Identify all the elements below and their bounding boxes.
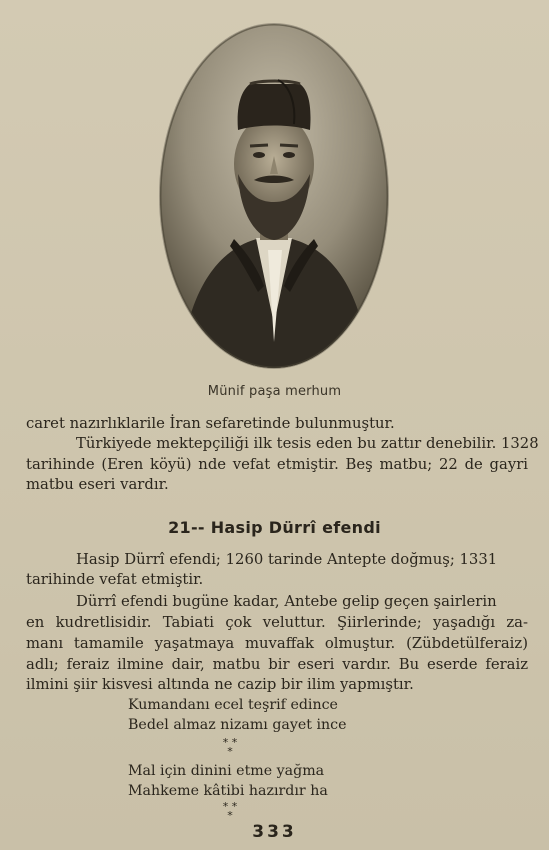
paragraph-line: en kudretlisidir. Tabiati çok veluttur. Şiirlerinde; yaşadığı za- [26,614,528,631]
paragraph-line: matbu eseri vardır. [26,476,169,493]
paragraph-line: caret nazırlıklarile İran sefaretinde bulunmuştur. [26,415,395,432]
paragraph-line: manı tamamile yaşatmaya muvaffak olmuştur. (Zübdetülferaiz) [26,635,528,652]
page-number: 333 [252,822,297,842]
section-heading: 21-- Hasip Dürrî efendi [168,518,381,537]
portrait-photo [160,24,388,368]
paragraph-line: Türkiyede mektepçiliği ilk tesis eden bu zattır denebilir. 1328 [76,435,539,452]
portrait-caption: Münif paşa merhum [207,384,342,399]
stanza-separator: * * * [222,736,238,758]
paragraph-line: adlı; feraiz ilmine dair, matbu bir eseri vardır. Bu eserde feraiz [26,656,528,673]
paragraph-line: Hasip Dürrî efendi; 1260 tarinde Antepte doğmuş; 1331 [76,551,498,568]
paragraph-line: ilmini şiir kisvesi altında ne cazip bir ilim yapmıştır. [26,676,414,693]
poem-verse: Mal için dinini etme yağma [128,763,325,779]
poem-verse: Bedel almaz nizamı gayet ince [128,717,347,733]
portrait-photo-image [160,24,388,368]
stanza-separator: * * * [222,800,238,822]
poem-verse: Kumandanı ecel teşrif edince [128,697,338,713]
poem-verse: Mahkeme kâtibi hazırdır ha [128,783,328,799]
paragraph-line: tarihinde (Eren köyü) nde vefat etmiştir. Beş matbu; 22 de gayri [26,456,528,473]
paragraph-line: tarihinde vefat etmiştir. [26,571,204,588]
paragraph-line: Dürrî efendi bugüne kadar, Antebe gelip geçen şairlerin [76,593,497,610]
